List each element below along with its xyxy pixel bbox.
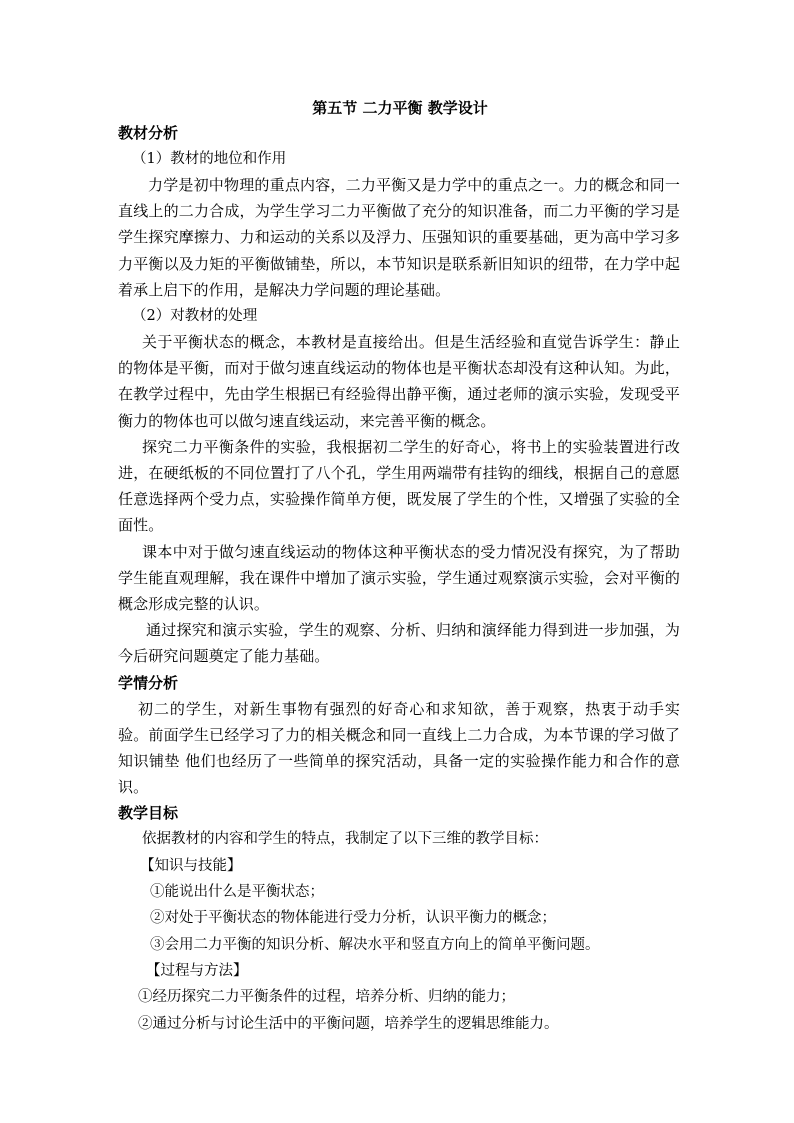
goal-process-1: ①经历探究二力平衡条件的过程，培养分析、归纳的能力； [138,989,515,1006]
goals-knowledge-label: 【知识与技能】 [140,857,242,874]
section-heading-textbook-analysis: 教材分析 [118,124,179,142]
goal-knowledge-3: ③会用二力平衡的知识分析、解决水平和竖直方向上的简单平衡问题。 [150,936,600,953]
subheading-role: （1）教材的地位和作用 [132,151,287,167]
goal-knowledge-1: ①能说出什么是平衡状态； [150,884,324,901]
goals-intro: 依据教材的内容和学生的特点，我制定了以下三维的教学目标： [142,831,548,848]
document-title: 第五节 二力平衡 教学设计 [312,99,488,117]
goals-process-label: 【过程与方法】 [146,962,248,979]
document-body [118,96,680,1037]
paragraph-handling-3: 课本中对于做匀速直线运动的物体这种平衡状态的受力情况没有探究，为了帮助学生能直观理解，我在课件中增加了演示实验，学生通过观察演示实验，会对平衡的概念形成完整的认识。 [118,542,680,614]
goal-process-2: ②通过分析与讨论生活中的平衡问题，培养学生的逻辑思维能力。 [138,1015,559,1032]
paragraph-handling-4: 通过探究和演示实验，学生的观察、分析、归纳和演绎能力得到进一步加强，为今后研究问题奠定了能力基础。 [118,621,680,666]
subheading-handling: （2）对教材的处理 [132,308,258,325]
paragraph-handling-1: 关于平衡状态的概念，本教材是直接给出。但是生活经验和直觉告诉学生：静止的物体是平衡，而对于做匀速直线运动的物体也是平衡状态却没有这种认知。为此，在教学过程中，先由学生根据已有经验得出静平衡，通过老师的演示实验，发现受平衡力的物体也可以做匀速直线运动，来完善平衡的概念。 [118,333,680,430]
paragraph-learner-analysis: 初二的学生，对新生事物有强烈的好奇心和求知欲，善于观察，热衷于动手实验。前面学生已经学习了力的相关概念和同一直线上二力合成，为本节课的学习做了知识铺垫 他们也经历了一些简单的探究活动，具备一定的实验操作能力和合作的意识。 [118,699,680,797]
paragraph-role: 力学是初中物理的重点内容，二力平衡又是力学中的重点之一。力的概念和同一直线上的二力合成，为学生学习二力平衡做了充分的知识准备，而二力平衡的学习是学生探究摩擦力、力和运动的关系以及浮力、压强知识的重要基础，更为高中学习多力平衡以及力矩的平衡做铺垫，所以，本节知识是联系新旧知识的纽带，在力学中起着承上启下的作用，是解决力学问题的理论基础。 [118,176,680,299]
section-heading-learner-analysis: 学情分析 [118,673,179,692]
paragraph-handling-2: 探究二力平衡条件的实验，我根据初二学生的好奇心，将书上的实验装置进行改进，在硬纸板的不同位置打了八个孔，学生用两端带有挂钩的细线，根据自己的意愿任意选择两个受力点，实验操作简单方便，既发展了学生的个性，又增强了实验的全面性。 [118,437,680,535]
section-heading-teaching-goals: 教学目标 [118,804,179,823]
goal-knowledge-2: ②对处于平衡状态的物体能进行受力分析，认识平衡力的概念； [150,910,556,927]
